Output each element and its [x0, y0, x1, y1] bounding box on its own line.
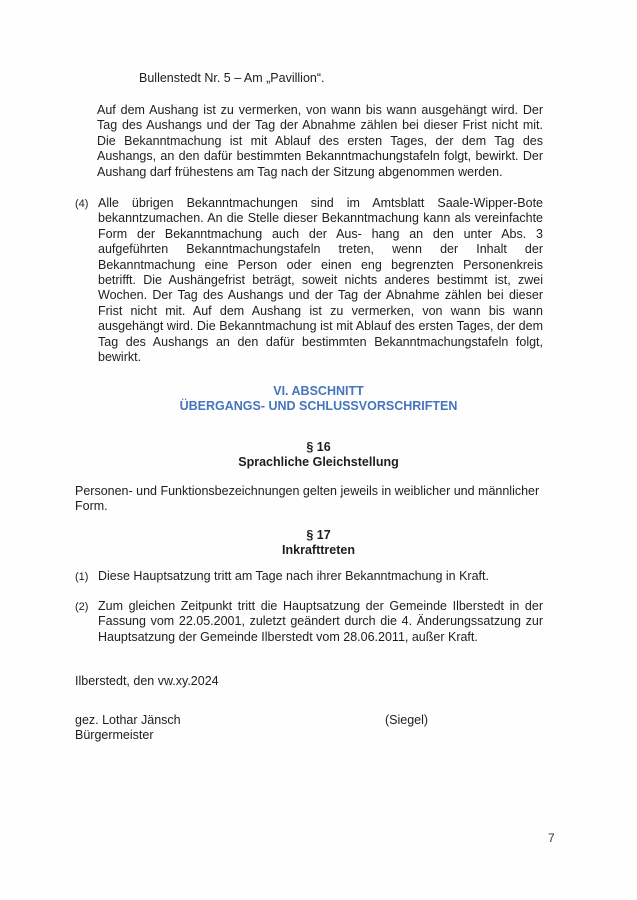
- aushang-paragraph: Auf dem Aushang ist zu vermerken, von wann bis wann ausgehängt wird. Der Tag des Aushangs und der Tag der Abnahme zählen bei dieser Frist nicht mit. Die Bekanntmachung ist mit Ablauf des ersten Tages, der dem Tag des Aushangs, an den dafür bestimmten Bekanntmachungstafeln folgt, bewirkt. Der Aushang darf frühestens am Tag nach der Sitzung abgenommen werden.: [97, 103, 543, 179]
- seal-placeholder: (Siegel): [385, 713, 429, 727]
- section-vi-heading: [0, 384, 637, 415]
- paragraph-17-heading: [0, 528, 637, 559]
- section-vi-heading-line1: VI. ABSCHNITT: [273, 384, 364, 398]
- paragraph-16-heading: [0, 440, 637, 471]
- signature-block: [75, 713, 181, 744]
- item-2-marker: (2): [75, 601, 89, 613]
- section-vi-heading-line2: ÜBERGANGS- UND SCHLUSSVORSCHRIFTEN: [179, 399, 458, 414]
- place-date-line: Ilberstedt, den vw.xy.2024: [75, 674, 219, 688]
- item-2-text: Zum gleichen Zeitpunkt tritt die Hauptsatzung der Gemeinde Ilberstedt in der Fassung vom 22.05.2001, zuletzt geändert durch die 4. Änderungssatzung zur Hauptsatzung der Gemeinde Ilberstedt vom 28.06.2011, außer Kraft.: [98, 599, 543, 644]
- paragraph-17-number: § 17: [306, 528, 331, 542]
- numbered-item-1: [75, 569, 543, 584]
- paragraph-16-body: Personen- und Funktionsbezeichnungen gelten jeweils in weiblicher und männlicher Form.: [75, 484, 540, 514]
- signature-title: Bürgermeister: [75, 728, 154, 743]
- item-1-marker: (1): [75, 571, 89, 583]
- numbered-item-4: [75, 196, 543, 365]
- signature-name: gez. Lothar Jänsch: [75, 713, 181, 727]
- paragraph-16-number: § 16: [306, 440, 331, 454]
- paragraph-17-title: Inkrafttreten: [282, 543, 355, 558]
- numbered-item-2: [75, 599, 543, 645]
- page-number: 7: [548, 831, 555, 845]
- item-4-text: Alle übrigen Bekanntmachungen sind im Amtsblatt Saale-Wipper-Bote bekanntzumachen. An die Stelle dieser Bekanntmachung kann als vereinfachte Form der Bekanntmachung auch der Aus- hang an den unter Abs. 3 aufgeführten Bekanntmachungstafeln treten, wenn der Inhalt der Bekanntmachung eine Person oder einen eng begrenzten Personenkreis betrifft. Die Aushängefrist beträgt, soweit nichts anderes bestimmt ist, zwei Wochen. Der Tag des Aushangs und der Tag der Abnahme zählen bei dieser Frist nicht mit. Auf dem Aushang ist zu vermerken, von wann bis wann ausgehängt wird. Die Bekanntmachung ist mit Ablauf des ersten Tages, der dem Tag des Aushangs an den dafür bestimmten Bekanntmachungstafeln folgt, bewirkt.: [98, 196, 543, 365]
- bekanntmachungstafel-location-line: Bullenstedt Nr. 5 – Am „Pavillion“.: [139, 71, 325, 85]
- paragraph-16-title: Sprachliche Gleichstellung: [238, 455, 399, 470]
- item-4-marker: (4): [75, 198, 89, 210]
- item-1-text: Diese Hauptsatzung tritt am Tage nach ihrer Bekanntmachung in Kraft.: [98, 569, 489, 583]
